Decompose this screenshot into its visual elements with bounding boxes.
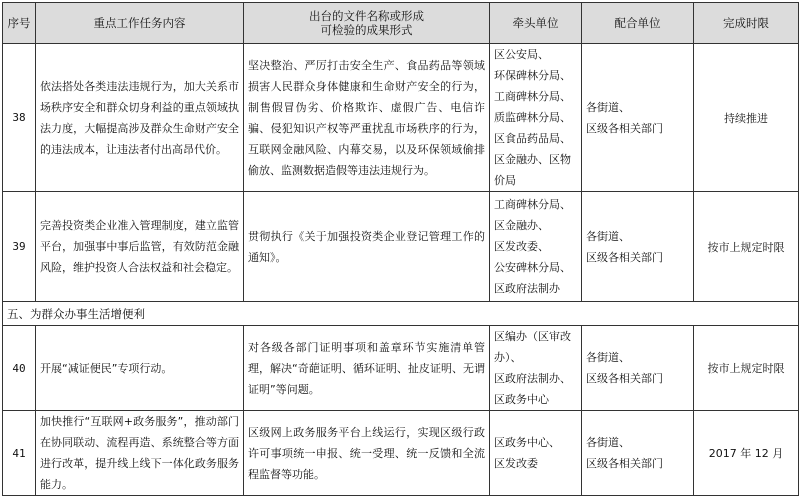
section-row: [3, 302, 799, 326]
header-seq: 序号: [3, 3, 36, 44]
coop-unit: 各街道、 区级各相关部门: [582, 326, 694, 411]
task-content: 完善投资类企业准入管理制度，建立监管平台，加强事中事后监管，有效防范金融风险，维护投资人合法权益和社会稳定。: [36, 192, 244, 302]
row-number: 38: [3, 44, 36, 192]
header-docs-line2: 可检验的成果形式: [320, 23, 413, 37]
header-coop: 配合单位: [582, 3, 694, 44]
document-output: 区级网上政务服务平台上线运行，实现区级行政许可事项统一申报、统一受理、统一反馈和全流程监督等功能。: [244, 411, 490, 496]
lead-unit: 区公安局、 环保碑林分局、 工商碑林分局、 质监碑林分局、 区食品药品局、 区金融办、区物价局: [490, 44, 582, 192]
lead-unit: 区编办（区审改办）、 区政府法制办、 区政务中心: [490, 326, 582, 411]
deadline: 按市上规定时限: [694, 326, 799, 411]
table-header-row: [3, 3, 799, 44]
header-docs: [244, 3, 490, 44]
table-row: [3, 326, 799, 411]
row-number: 40: [3, 326, 36, 411]
row-number: 41: [3, 411, 36, 496]
lead-unit: 工商碑林分局、 区金融办、 区发改委、 公安碑林分局、 区政府法制办: [490, 192, 582, 302]
deadline: 按市上规定时限: [694, 192, 799, 302]
header-docs-line1: 出台的文件名称或形成: [309, 9, 424, 23]
task-content: 开展“减证便民”专项行动。: [36, 326, 244, 411]
coop-unit: 各街道、 区级各相关部门: [582, 192, 694, 302]
deadline: 持续推进: [694, 44, 799, 192]
task-content: 加快推行“互联网+政务服务”，推动部门在协同联动、流程再造、系统整合等方面进行改革，提升线上线下一体化政务服务能力。: [36, 411, 244, 496]
header-task: 重点工作任务内容: [36, 3, 244, 44]
header-deadline: 完成时限: [694, 3, 799, 44]
task-table: [2, 2, 799, 496]
document-output: 坚决整治、严厉打击安全生产、食品药品等领域损害人民群众身体健康和生命财产安全的行为，制售假冒伪劣、价格欺诈、虚假广告、电信诈骗、侵犯知识产权等严重扰乱市场秩序的行为，互联网金融风险、内幕交易，以及环保领域偷排偷放、监测数据造假等违法违规行为。: [244, 44, 490, 192]
lead-unit: 区政务中心、 区发改委: [490, 411, 582, 496]
row-number: 39: [3, 192, 36, 302]
table-row: [3, 411, 799, 496]
table-row: [3, 192, 799, 302]
document-output: 对各级各部门证明事项和盖章环节实施清单管理，解决“奇葩证明、循环证明、扯皮证明、无谓证明”等问题。: [244, 326, 490, 411]
header-lead: 牵头单位: [490, 3, 582, 44]
section-heading: 五、为群众办事生活增便利: [3, 302, 799, 326]
coop-unit: 各街道、 区级各相关部门: [582, 44, 694, 192]
document-output: 贯彻执行《关于加强投资类企业登记管理工作的通知》。: [244, 192, 490, 302]
coop-unit: 各街道、 区级各相关部门: [582, 411, 694, 496]
table-row: [3, 44, 799, 192]
deadline: 2017 年 12 月: [694, 411, 799, 496]
task-content: 依法搭处各类违法违规行为，加大关系市场秩序安全和群众切身利益的重点领域执法力度，大幅提高涉及群众生命财产安全的违法成本，让违法者付出高昂代价。: [36, 44, 244, 192]
